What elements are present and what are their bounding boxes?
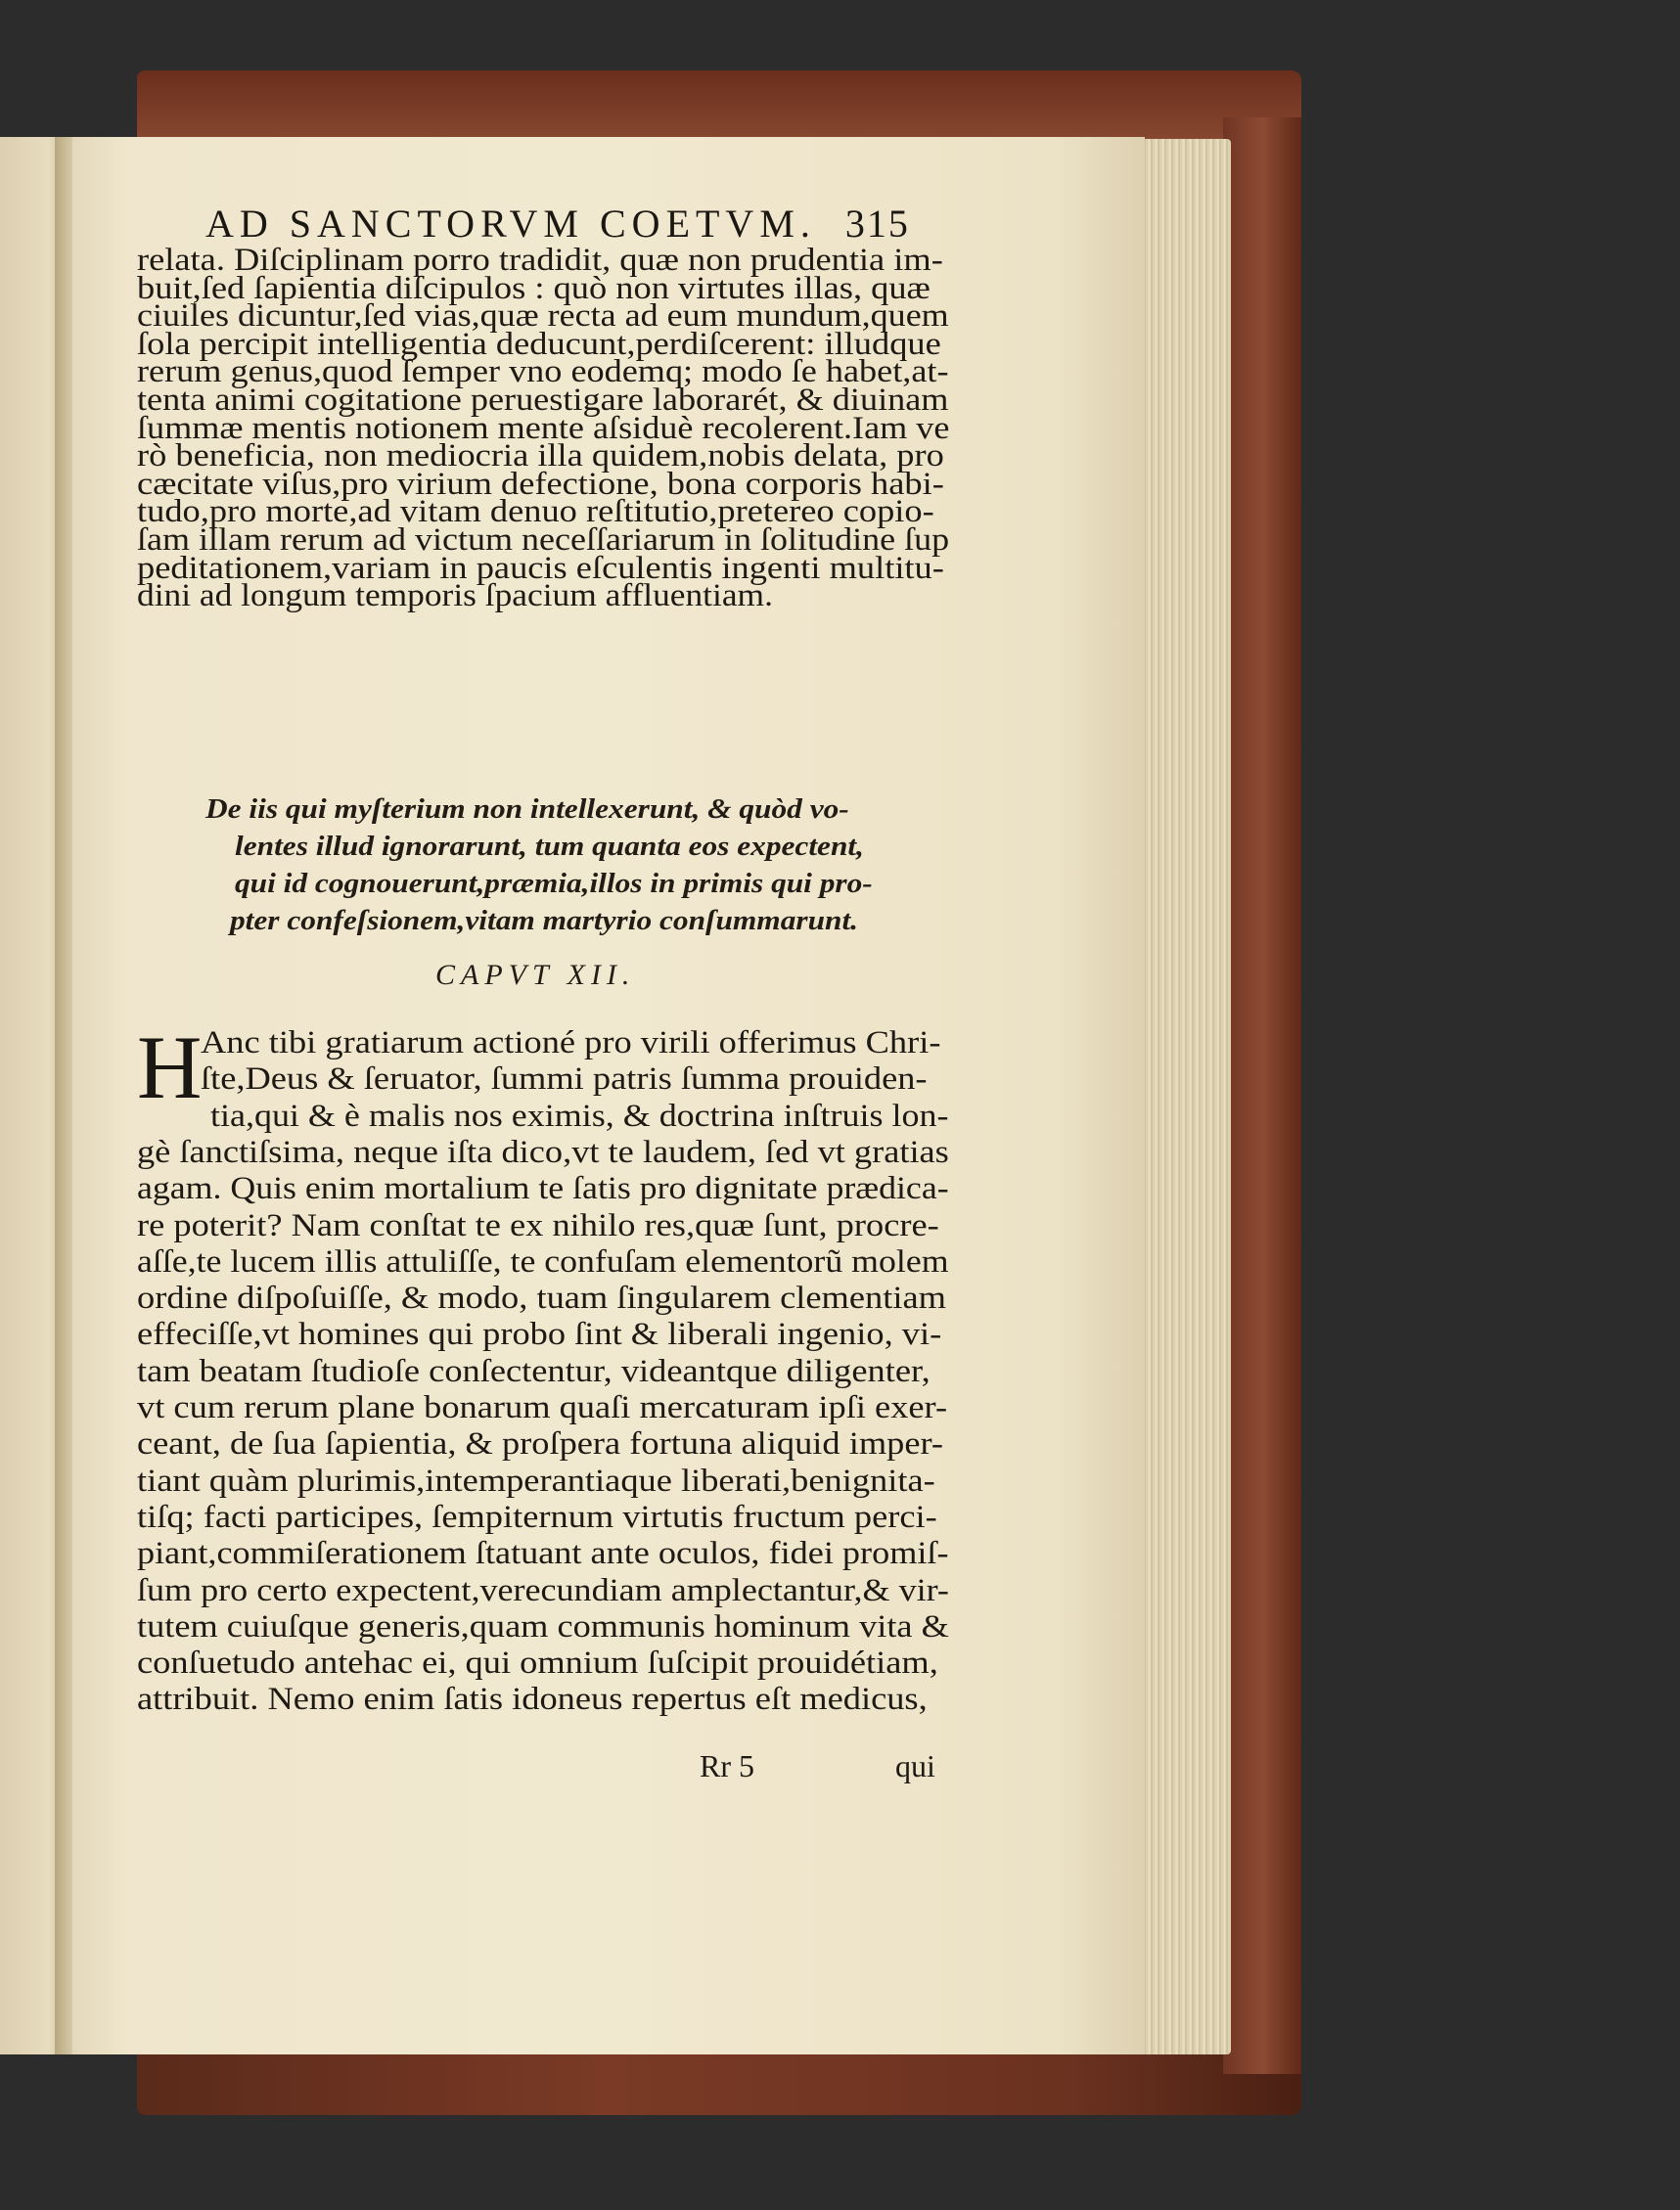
drop-cap: H xyxy=(137,1017,203,1117)
running-head-title: AD SANCTORVM COETVM. xyxy=(205,202,816,246)
text-line: ſola percipit intelligentia deducunt,perdiſcerent: illudque xyxy=(137,326,941,362)
text-line: ordine diſpoſuiſſe, & modo, tuam ſingularem clementiam xyxy=(137,1281,946,1317)
text-line: effeciſſe,vt homines qui probo ſint & liberali ingenio, vi- xyxy=(137,1317,942,1353)
text-line: aſſe,te lucem illis attuliſſe, te confuſam elementorũ molem xyxy=(137,1243,949,1280)
text-line: ſummæ mentis notionem mente aſsiduè recolerent.Iam ve xyxy=(137,410,950,446)
text-line: ſam illam rerum ad victum neceſſariarum in ſolitudine ſup xyxy=(137,522,950,558)
running-head xyxy=(205,201,910,247)
cover-spine-edge xyxy=(1223,117,1301,2074)
text-line: piant,commiſerationem ſtatuant ante oculos, fidei promiſ- xyxy=(137,1536,949,1572)
text-line: tiant quàm plurimis,intemperantiaque liberati,benignita- xyxy=(137,1463,935,1499)
text-line: buit,ſed ſapientia diſcipulos : quò non virtutes illas, quæ xyxy=(137,270,931,306)
heading-line: qui id cognouerunt,præmia,illos in primis qui pro- xyxy=(235,869,873,899)
heading-line: lentes illud ignorarunt, tum quanta eos expectent, xyxy=(235,832,864,862)
text-line: tiſq; facti participes, ſempiternum virtutis fructum perci- xyxy=(137,1499,937,1535)
text-line: relata. Diſciplinam porro tradidit, quæ non prudentia im- xyxy=(137,243,943,278)
text-line: tam beatam ſtudioſe conſectentur, videantque diligenter, xyxy=(137,1353,931,1389)
page-number: 315 xyxy=(844,202,910,246)
text-line: rerum genus,quod ſemper vno eodemq; modo ſe habet,at- xyxy=(137,354,949,390)
text-line: attribuit. Nemo enim ſatis idoneus repertus eſt medicus, xyxy=(137,1682,928,1718)
text-line: dini ad longum temporis ſpacium affluentiam. xyxy=(137,578,773,614)
text-line: agam. Quis enim mortalium te ſatis pro dignitate prædica- xyxy=(137,1171,949,1207)
text-line: ceant, de ſua ſapientia, & proſpera fortuna aliquid imper- xyxy=(137,1426,944,1463)
signature-mark: Rr 5 xyxy=(700,1748,754,1783)
text-line: cæcitate viſus,pro virium defectione, bona corporis habi- xyxy=(137,466,944,502)
text-line: vt cum rerum plane bonarum quaſi mercaturam ipſi exer- xyxy=(137,1390,948,1425)
text-line: tutem cuiuſque generis,quam communis hominum vita & xyxy=(137,1608,949,1645)
text-line: tenta animi cogitatione peruestigare laborarét, & diuinam xyxy=(137,383,949,418)
heading-line: pter confeſsionem,vitam martyrio conſummarunt. xyxy=(230,906,859,936)
heading-line: De iis qui myſterium non intellexerunt, & quòd vo- xyxy=(205,794,849,825)
text-line: gè ſanctiſsima, neque iſta dico,vt te laudem, ſed vt gratias xyxy=(137,1134,949,1170)
text-line: Anc tibi gratiarum actioné pro virili offerimus Chri- xyxy=(201,1025,941,1060)
text-line: ſte,Deus & ſeruator, ſummi patris ſumma prouiden- xyxy=(201,1061,928,1098)
gutter-shadow xyxy=(55,137,72,2054)
text-line: ciuiles dicuntur,ſed vias,quæ recta ad eum mundum,quem xyxy=(137,298,949,335)
text-line: ſum pro certo expectent,verecundiam amplectantur,& vir- xyxy=(137,1572,949,1608)
text-line: re poterit? Nam conſtat te ex nihilo res,quæ ſunt, procre- xyxy=(137,1207,939,1243)
text-line: tia,qui & è malis nos eximis, & doctrina inſtruis lon- xyxy=(210,1098,949,1134)
text-line: conſuetudo antehac ei, qui omnium ſuſcipit prouidétiam, xyxy=(137,1646,938,1682)
page-block-edge xyxy=(1133,139,1231,2054)
text-line: peditationem,variam in paucis eſculentis ingenti multitu- xyxy=(137,550,944,586)
text-line: rò beneficia, non mediocria illa quidem,nobis delata, pro xyxy=(137,438,944,474)
catchword: qui xyxy=(895,1748,935,1783)
text-line: tudo,pro morte,ad vitam denuo reſtitutio,pretereo copio- xyxy=(137,494,934,530)
chapter-label: CAPVT XII. xyxy=(435,959,636,991)
